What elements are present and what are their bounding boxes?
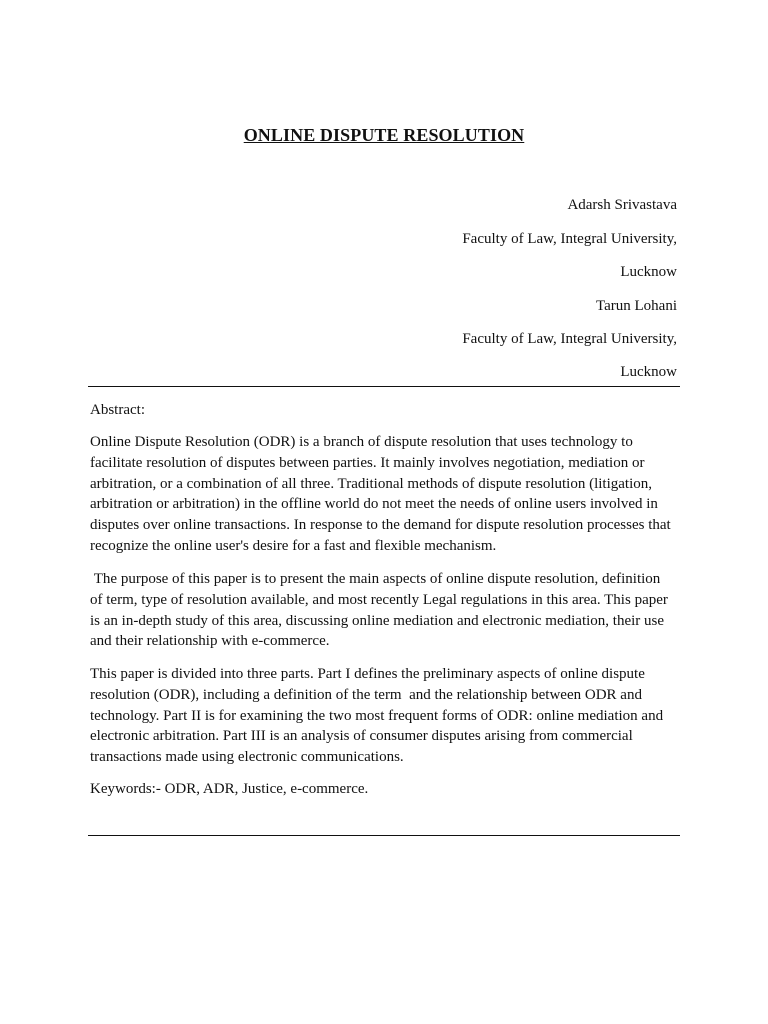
- bottom-divider: [88, 835, 680, 836]
- text-line: technology. Part II is for examining the two most frequent forms of ODR: online mediation and: [90, 707, 664, 724]
- author-name: Tarun Lohani: [595, 298, 677, 314]
- text-line: transactions made using electronic communications.: [90, 749, 404, 766]
- text-line: Online Dispute Resolution (ODR) is a branch of dispute resolution that uses technology to: [90, 434, 633, 450]
- text-line: resolution (ODR), including a definition of the term and the relationship between ODR and: [90, 686, 642, 703]
- author-name: Adarsh Srivastava: [567, 197, 677, 213]
- text-line: electronic arbitration. Part III is an analysis of consumer disputes arising from commercial: [90, 728, 633, 745]
- text-line: is an in-depth study of this area, discussing online mediation and electronic mediation, their use: [90, 612, 665, 629]
- abstract-paragraph-1: [90, 432, 682, 557]
- text-line: recognize the online user's desire for a fast and flexible mechanism.: [90, 537, 497, 554]
- text-line: disputes over online transactions. In response to the demand for dispute resolution processes that: [90, 517, 671, 534]
- author-affiliation-city: Lucknow: [620, 264, 677, 280]
- text-line: and their relationship with e-commerce.: [90, 633, 330, 650]
- paper-title: ONLINE DISPUTE RESOLUTION: [243, 125, 525, 145]
- text-line: facilitate resolution of disputes between parties. It mainly involves negotiation, mediation or: [90, 454, 645, 471]
- text-line: The purpose of this paper is to present the main aspects of online dispute resolution, definition: [90, 571, 661, 587]
- abstract-heading: Abstract:: [90, 402, 145, 418]
- abstract-paragraph-2: [90, 569, 682, 652]
- text-line: of term, type of resolution available, and most recently Legal regulations in this area. This paper: [90, 591, 668, 608]
- author-affiliation: Faculty of Law, Integral University,: [462, 231, 677, 247]
- author-affiliation-city: Lucknow: [620, 364, 677, 380]
- keywords: Keywords:- ODR, ADR, Justice, e-commerce.: [90, 781, 369, 797]
- text-line: arbitration or arbitration) in the offline world do not meet the needs of online users involved in: [90, 496, 658, 513]
- text-line: This paper is divided into three parts. Part I defines the preliminary aspects of online dispute: [90, 666, 645, 682]
- author-affiliation: Faculty of Law, Integral University,: [462, 331, 677, 347]
- top-divider: [88, 386, 680, 387]
- text-line: arbitration, or a combination of all three. Traditional methods of dispute resolution (litigation,: [90, 475, 652, 492]
- abstract-paragraph-3: [90, 664, 682, 768]
